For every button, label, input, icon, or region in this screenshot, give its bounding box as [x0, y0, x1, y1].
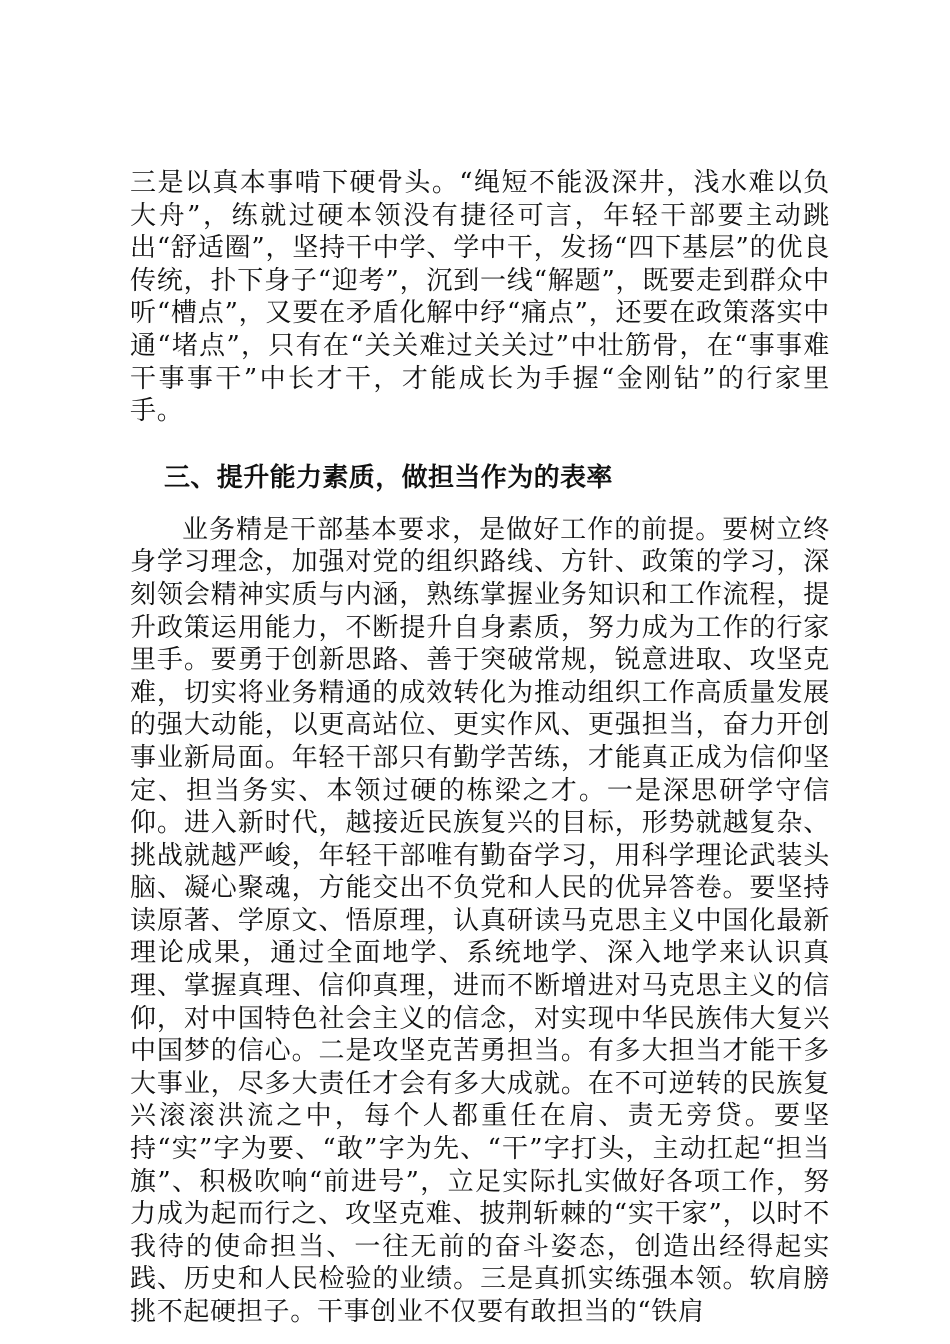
- paragraph-hard-bone: 三是以真本事啃下硬骨头。“绳短不能汲深井，浅水难以负大舟”，练就过硬本领没有捷径可言，年轻干部要主动跳出“舒适圈”，坚持干中学、学中干，发扬“四下基层”的优良传统，扑下身子“迎考”，沉到一线“解题”，既要走到群众中听“槽点”，又要在矛盾化解中纾“痛点”，还要在政策落实中通“堵点”，只有在“关关难过关关过”中壮筋骨，在“事事难干事事干”中长才干，才能成长为手握“金刚钻”的行家里手。: [130, 168, 830, 427]
- section-heading: 三、提升能力素质，做担当作为的表率: [164, 462, 613, 493]
- paragraph-ability-quality: 业务精是干部基本要求，是做好工作的前提。要树立终身学习理念，加强对党的组织路线、方针、政策的学习，深刻领会精神实质与内涵，熟练掌握业务知识和工作流程，提升政策运用能力，不断提升自身素质，努力成为工作的行家里手。要勇于创新思路、善于突破常规，锐意进取、攻坚克难，切实将业务精通的成效转化为推动组织工作高质量发展的强大动能，以更高站位、更实作风、更强担当，奋力开创事业新局面。年轻干部只有勤学苦练，才能真正成为信仰坚定、担当务实、本领过硬的栋梁之才。一是深思研学守信仰。进入新时代，越接近民族复兴的目标，形势就越复杂、挑战就越严峻，年轻干部唯有勤奋学习，用科学理论武装头脑、凝心聚魂，方能交出不负党和人民的优异答卷。要坚持读原著、学原文、悟原理，认真研读马克思主义中国化最新理论成果，通过全面地学、系统地学、深入地学来认识真理、掌握真理、信仰真理，进而不断增进对马克思主义的信仰，对中国特色社会主义的信念，对实现中华民族伟大复兴中国梦的信心。二是攻坚克苦勇担当。有多大担当才能干多大事业，尽多大责任才会有多大成就。在不可逆转的民族复兴滚滚洪流之中，每个人都重任在肩、责无旁贷。要坚持“实”字为要、“敢”字为先、“干”字打头，主动扛起“担当旗”、积极吹响“前进号”，立足实际扎实做好各项工作，努力成为起而行之、攻坚克难、披荆斩棘的“实干家”，以时不我待的使命担当、一往无前的奋斗姿态，创造出经得起实践、历史和人民检验的业绩。三是真抓实练强本领。软肩膀挑不起硬担子。干事创业不仅要有敢担当的“铁肩: [130, 514, 830, 1327]
- document-page: [130, 167, 830, 1329]
